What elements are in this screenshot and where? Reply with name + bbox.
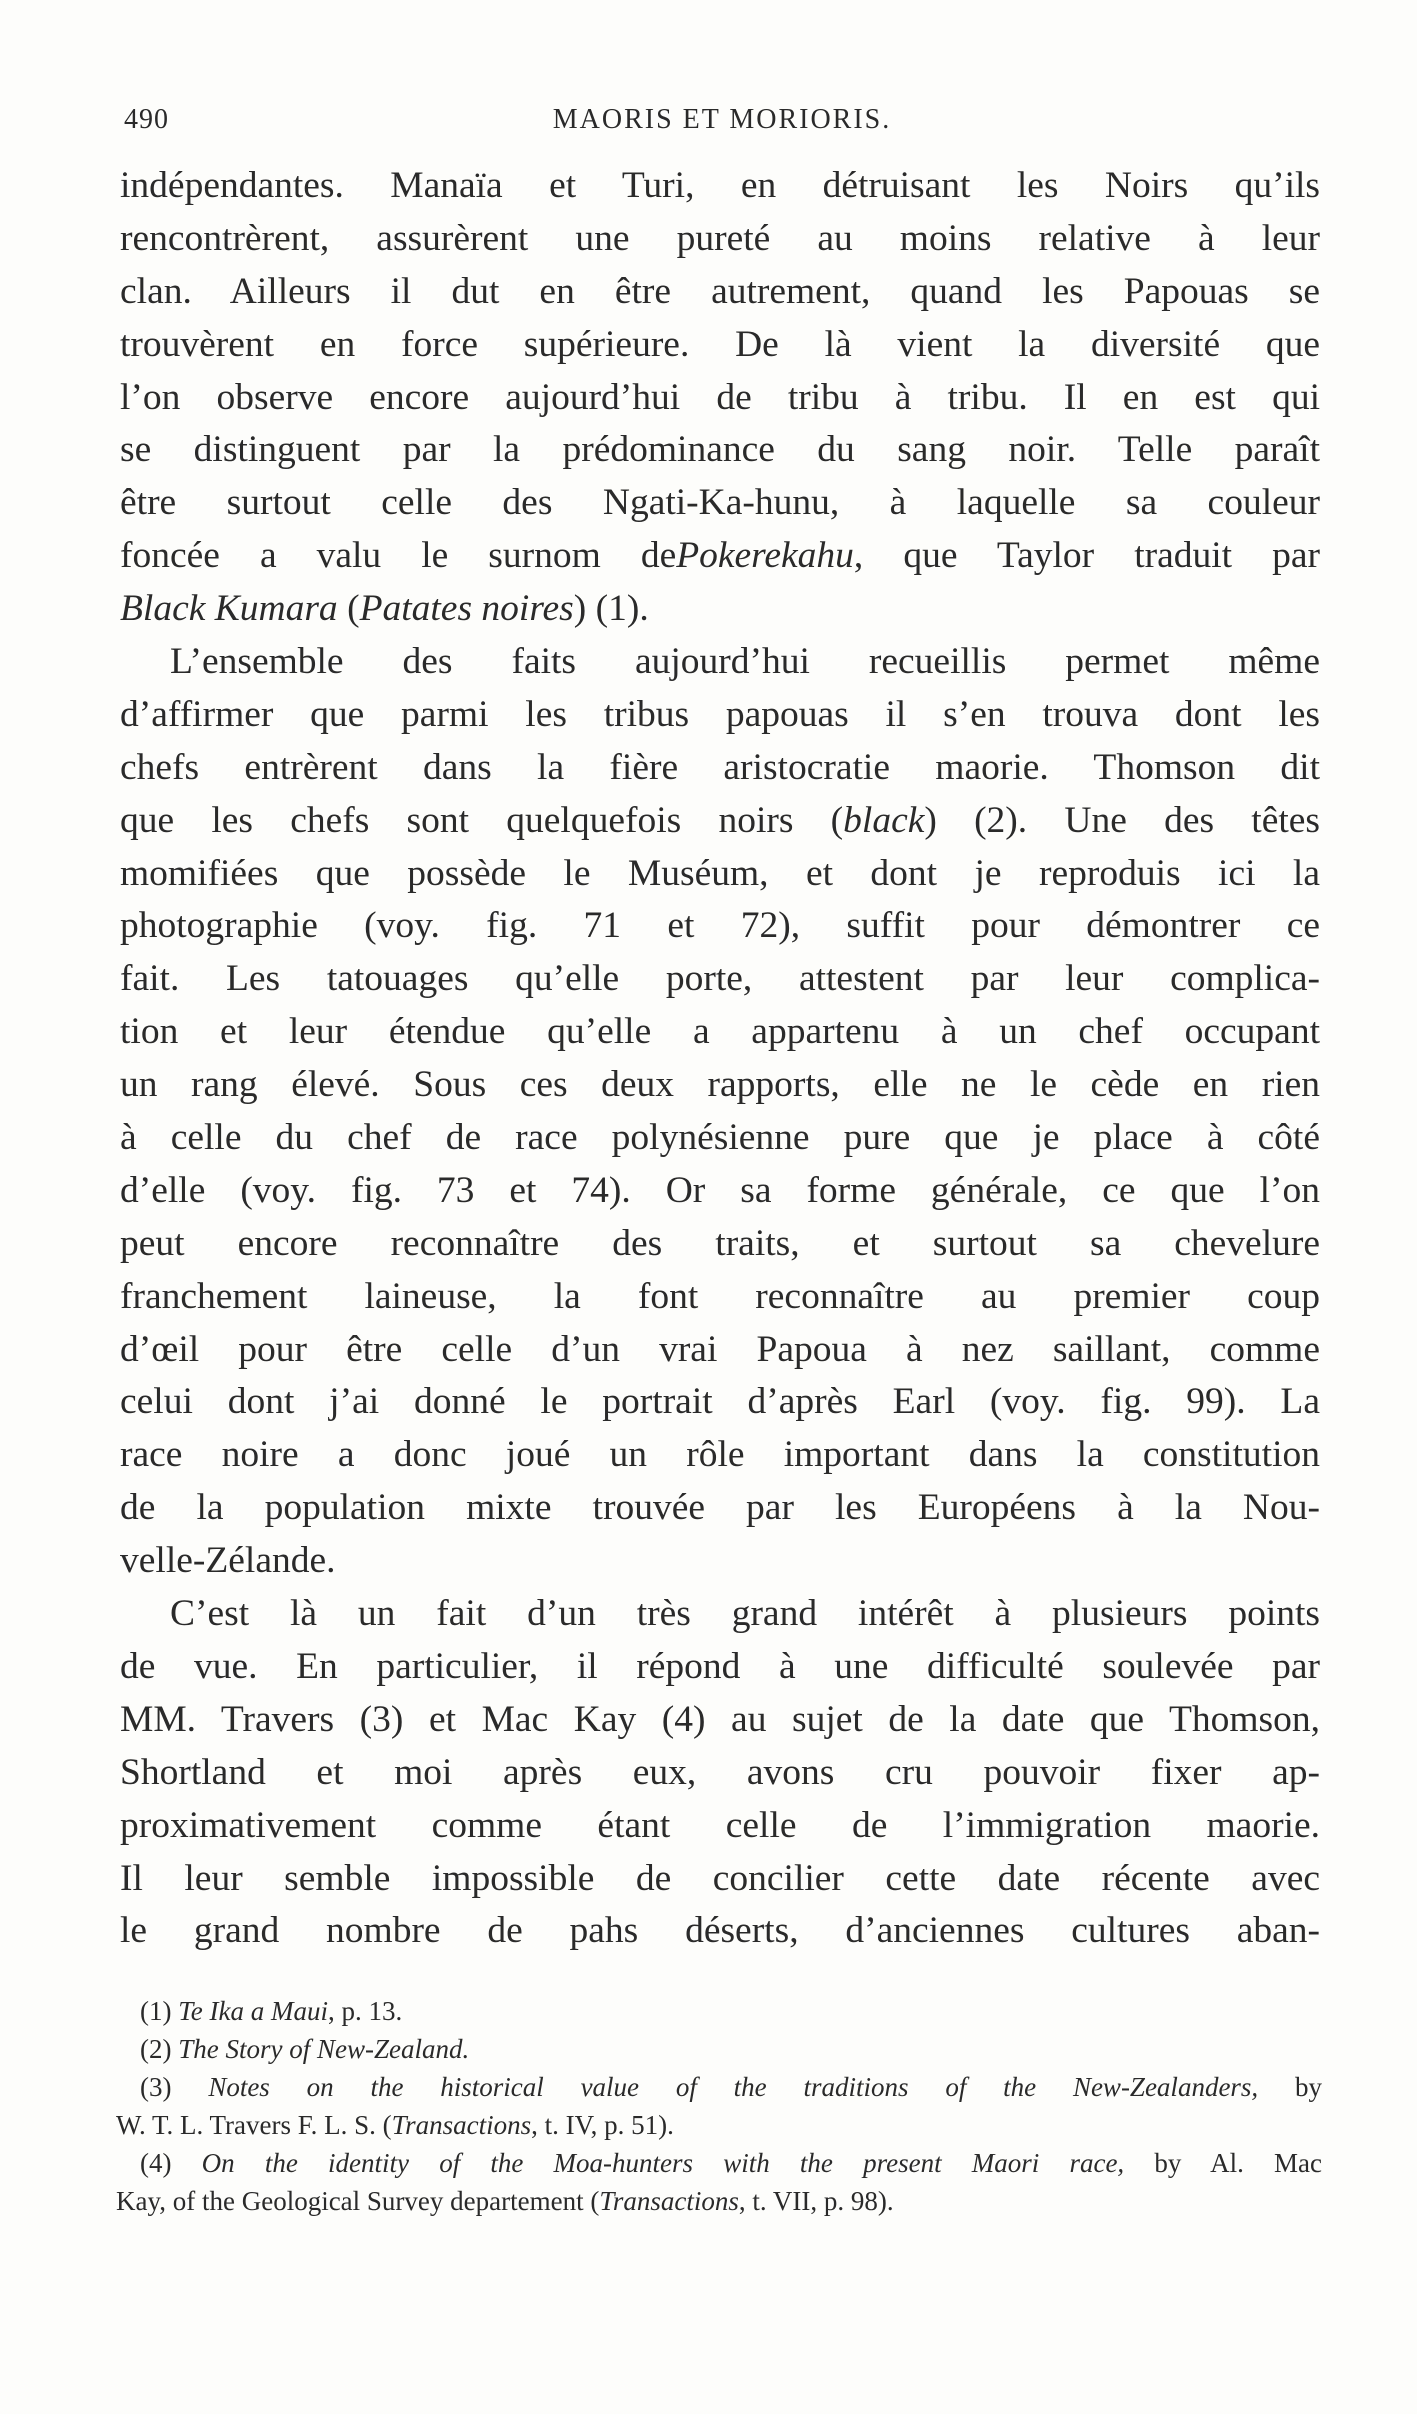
footnote-number: (2) xyxy=(140,2034,179,2064)
footnote-text: by Al. Mac xyxy=(1124,2148,1322,2178)
footnote-number: (4) xyxy=(140,2148,202,2178)
text-line: un rang élevé. Sous ces deux rapports, elle ne le cède en rien xyxy=(120,1064,1320,1106)
text-line: Il leur semble impossible de concilier cette date récente avec xyxy=(120,1857,1320,1899)
text-line: d’affirmer que parmi les tribus papouas il s’en trouva dont les xyxy=(120,693,1320,735)
text-line: franchement laineuse, la font reconnaître au premier coup xyxy=(120,1275,1320,1317)
footnote-title: On the identity of the Moa-hunters with the present Maori race, xyxy=(201,2148,1125,2178)
footnote-text: , t. IV, p. 51). xyxy=(531,2110,674,2140)
text-line: le grand nombre de pahs déserts, d’anciennes cultures aban- xyxy=(120,1910,1320,1952)
italic-term: Patates noires xyxy=(359,588,574,630)
text-line: tion et leur étendue qu’elle a appartenu à un chef occupant xyxy=(120,1011,1320,1053)
text-line xyxy=(120,795,1320,848)
text-line: d’elle (voy. fig. 73 et 74). Or sa forme générale, ce que l’on xyxy=(120,1169,1320,1211)
italic-term: Pokerekahu xyxy=(676,535,854,577)
text-line: de vue. En particulier, il répond à une difficulté soulevée par xyxy=(120,1645,1320,1687)
footnote-title: Transactions xyxy=(599,2186,739,2216)
footnote-number: (1) xyxy=(140,1996,179,2026)
page-number: 490 xyxy=(124,104,169,135)
text-line: Shortland et moi après eux, avons cru pouvoir fixer ap- xyxy=(120,1751,1320,1793)
italic-term: Black Kumara xyxy=(120,588,338,630)
italic-term: black xyxy=(843,799,925,841)
footnote-1 xyxy=(116,1992,1322,2030)
text-line: C’est là un fait d’un très grand intérêt à plusieurs points xyxy=(170,1593,1320,1635)
text-line: d’œil pour être celle d’un vrai Papoua à nez saillant, comme xyxy=(120,1328,1320,1370)
text-line: se distinguent par la prédominance du sang noir. Telle paraît xyxy=(120,429,1320,471)
footnote-text: , p. 13. xyxy=(327,1996,403,2026)
page-header xyxy=(124,104,1320,144)
text-line: à celle du chef de race polynésienne pure que je place à côté xyxy=(120,1117,1320,1159)
text-segment: , que Taylor traduit par xyxy=(853,535,1320,577)
text-line: l’on observe encore aujourd’hui de tribu à tribu. Il en est qui xyxy=(120,376,1320,418)
footnote-text: by xyxy=(1258,2072,1323,2102)
text-line: photographie (voy. fig. 71 et 72), suffit pour démontrer ce xyxy=(120,905,1320,947)
text-line: chefs entrèrent dans la fière aristocratie maorie. Thomson dit xyxy=(120,746,1320,788)
footnote-2 xyxy=(116,2030,1322,2068)
text-line: trouvèrent en force supérieure. De là vient la diversité que xyxy=(120,323,1320,365)
text-line: celui dont j’ai donné le portrait d’après Earl (voy. fig. 99). La xyxy=(120,1381,1320,1423)
text-line: proximativement comme étant celle de l’immigration maorie. xyxy=(120,1804,1320,1846)
footnote-title: Notes on the historical value of the traditions of the New-Zealanders, xyxy=(208,2072,1259,2102)
text-segment: ) (1). xyxy=(573,588,649,630)
text-line: peut encore reconnaître des traits, et surtout sa chevelure xyxy=(120,1222,1320,1264)
body-text xyxy=(120,160,1320,1958)
text-line: de la population mixte trouvée par les Européens à la Nou- xyxy=(120,1487,1320,1529)
footnote-3-cont xyxy=(116,2106,1322,2144)
text-line: velle-Zélande. xyxy=(120,1540,336,1582)
footnote-title: Transactions xyxy=(391,2110,532,2140)
text-segment: foncée a valu le surnom de xyxy=(120,535,677,577)
text-segment: ) (2). Une des têtes xyxy=(924,799,1320,841)
footnote-title: Te Ika a Maui xyxy=(178,1996,328,2026)
footnote-title: The Story of New-Zealand. xyxy=(178,2034,470,2064)
footnote-3 xyxy=(116,2068,1322,2106)
text-line xyxy=(120,530,1320,583)
text-segment: ( xyxy=(337,588,360,630)
text-line xyxy=(120,583,1320,636)
footnote-text: Kay, of the Geological Survey departement ( xyxy=(116,2186,600,2216)
footnote-text: W. T. L. Travers F. L. S. ( xyxy=(116,2110,392,2140)
text-line: indépendantes. Manaïa et Turi, en détruisant les Noirs qu’ils xyxy=(120,165,1320,206)
text-line: L’ensemble des faits aujourd’hui recueillis permet même xyxy=(170,641,1320,683)
footnote-text: , t. VII, p. 98). xyxy=(738,2186,894,2216)
footnote-4-cont xyxy=(116,2182,1322,2220)
text-line: clan. Ailleurs il dut en être autrement, quand les Papouas se xyxy=(120,270,1320,312)
text-line: rencontrèrent, assurèrent une pureté au moins relative à leur xyxy=(120,217,1320,259)
text-line: être surtout celle des Ngati-Ka-hunu, à laquelle sa couleur xyxy=(120,482,1320,524)
footnotes xyxy=(116,1992,1322,2220)
text-line: momifiées que possède le Muséum, et dont je reproduis ici la xyxy=(120,852,1320,894)
footnote-4 xyxy=(116,2144,1322,2182)
text-line: fait. Les tatouages qu’elle porte, attestent par leur complica- xyxy=(120,958,1320,1000)
text-line: race noire a donc joué un rôle important dans la constitution xyxy=(120,1434,1320,1476)
footnote-number: (3) xyxy=(140,2072,209,2102)
text-segment: que les chefs sont quelquefois noirs ( xyxy=(120,799,844,841)
running-title: MAORIS ET MORIORIS. xyxy=(552,104,892,135)
text-line: MM. Travers (3) et Mac Kay (4) au sujet de la date que Thomson, xyxy=(120,1698,1320,1740)
